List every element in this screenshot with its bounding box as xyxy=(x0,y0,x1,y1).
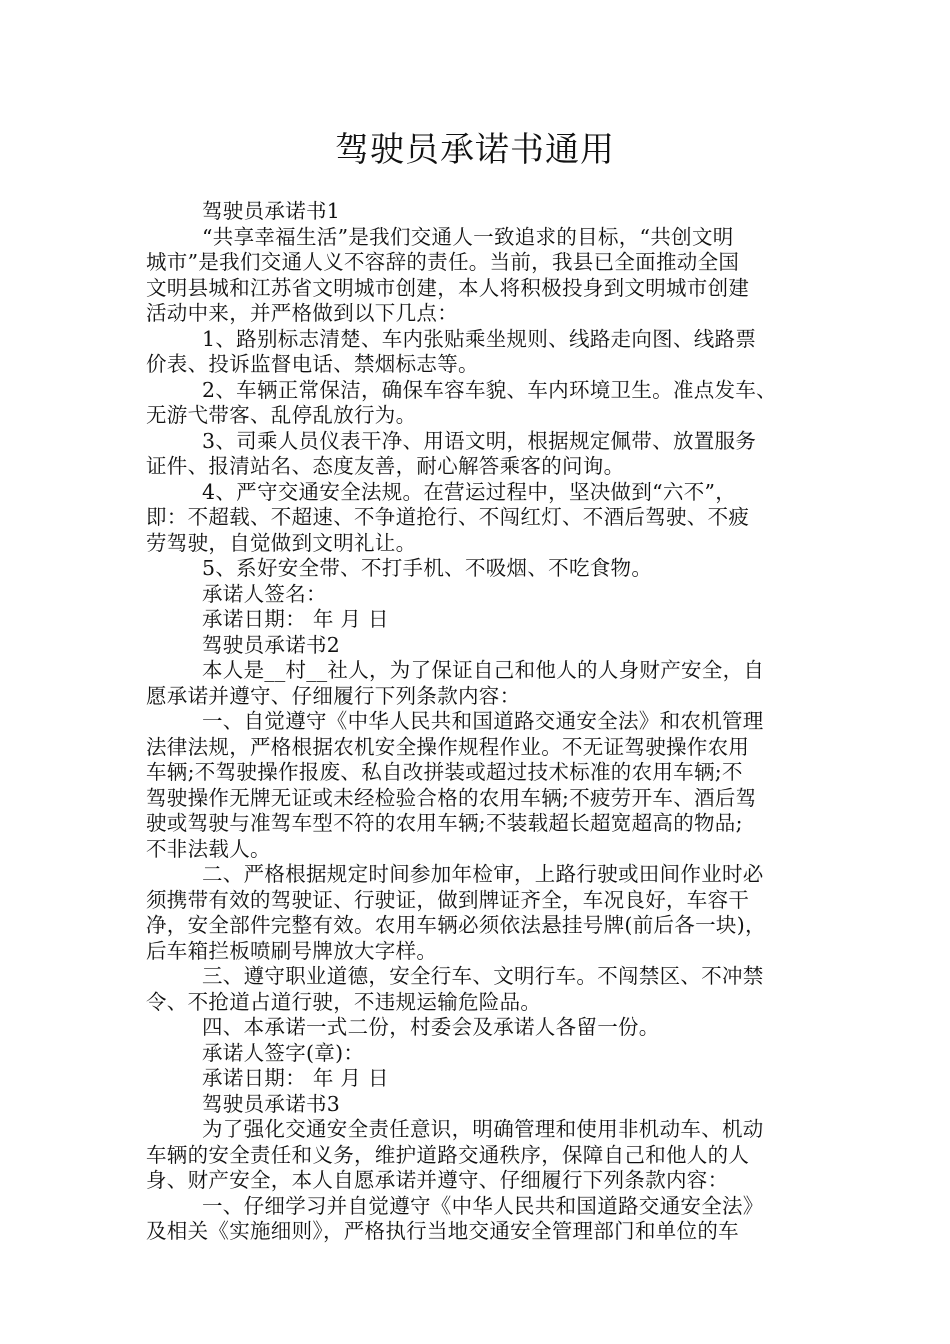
text-line: 承诺日期： 年 月 日 xyxy=(202,1066,389,1090)
text-line: 价表、投诉监督电话、禁烟标志等。 xyxy=(146,352,479,376)
text-line: 后车箱拦板喷刷号牌放大字样。 xyxy=(146,938,438,963)
text-line: “共享幸福生活”是我们交通人一致追求的目标，“共创文明 xyxy=(202,224,734,249)
text-line: 车辆的安全责任和义务，维护道路交通秩序，保障自己和他人的人 xyxy=(146,1142,750,1167)
text-line: 5、系好安全带、不打手机、不吸烟、不吃食物。 xyxy=(202,556,653,580)
text-line: 车辆;不驾驶操作报废、私自改拼装或超过技术标准的农用车辆;不 xyxy=(146,760,743,784)
text-line: 1、路别标志清楚、车内张贴乘坐规则、线路走向图、线路票 xyxy=(202,326,757,351)
text-line: 证件、报清站名、态度友善，耐心解答乘客的问询。 xyxy=(146,454,625,478)
text-line: 二、严格根据规定时间参加年检审，上路行驶或田间作业时必 xyxy=(202,862,764,886)
document-title: 驾驶员承诺书通用 xyxy=(335,130,615,170)
text-line: 驾驶操作无牌无证或未经检验合格的农用车辆;不疲劳开车、酒后驾 xyxy=(146,785,757,810)
text-line: 令、不抢道占道行驶，不违规运输危险品。 xyxy=(146,989,542,1014)
text-line: 4、严守交通安全法规。在营运过程中，坚决做到“六不”， xyxy=(202,479,737,504)
text-line: 三、遵守职业道德，安全行车、文明行车。不闯禁区、不冲禁 xyxy=(202,964,764,988)
text-line: 承诺人签名： xyxy=(202,581,327,606)
text-line: 2、车辆正常保洁，确保车容车貌、车内环境卫生。准点发车、 xyxy=(202,377,777,402)
text-line: 活动中来，并严格做到以下几点： xyxy=(146,301,458,325)
document-body xyxy=(146,199,816,1245)
text-line: 3、司乘人员仪表干净、用语文明，根据规定佩带、放置服务 xyxy=(202,428,757,453)
text-line: 即：不超载、不超速、不争道抢行、不闯红灯、不酒后驾驶、不疲 xyxy=(146,505,750,529)
text-line: 一、自觉遵守《中华人民共和国道路交通安全法》和农机管理 xyxy=(202,709,764,733)
text-line: 法律法规，严格根据农机安全操作规程作业。不无证驾驶操作农用 xyxy=(146,734,750,759)
text-line: 驾驶员承诺书3 xyxy=(202,1091,341,1116)
text-line: 无游弋带客、乱停乱放行为。 xyxy=(146,403,417,427)
text-line: 为了强化交通安全责任意识，明确管理和使用非机动车、机动 xyxy=(202,1117,764,1141)
text-line: 驾驶员承诺书2 xyxy=(202,632,341,657)
text-line: 不非法载人。 xyxy=(146,836,271,861)
text-line: 四、本承诺一式二份，村委会及承诺人各留一份。 xyxy=(202,1015,660,1039)
text-line: 劳驾驶，自觉做到文明礼让。 xyxy=(146,530,417,555)
text-line: 愿承诺并遵守、仔细履行下列条款内容： xyxy=(146,683,521,708)
text-line: 净，安全部件完整有效。农用车辆必须依法悬挂号牌(前后各一块)， xyxy=(146,913,766,937)
text-line: 承诺人签字(章)： xyxy=(202,1040,365,1065)
text-line: 承诺日期： 年 月 日 xyxy=(202,607,389,631)
text-line: 一、仔细学习并自觉遵守《中华人民共和国道路交通安全法》 xyxy=(202,1193,764,1218)
text-line: 须携带有效的驾驶证、行驶证，做到牌证齐全，车况良好，车容干 xyxy=(146,887,750,912)
text-line: 驾驶员承诺书1 xyxy=(202,199,341,223)
text-line: 城市”是我们交通人义不容辞的责任。当前，我县已全面推动全国 xyxy=(146,250,740,274)
text-line: 本人是__村__社人，为了保证自己和他人的人身财产安全，自 xyxy=(202,658,765,682)
text-line: 驶或驾驶与准驾车型不符的农用车辆;不装载超长超宽超高的物品; xyxy=(146,811,743,835)
text-line: 及相关《实施细则》，严格执行当地交通安全管理部门和单位的车 xyxy=(146,1219,739,1243)
text-line: 文明县城和江苏省文明城市创建，本人将积极投身到文明城市创建 xyxy=(146,275,750,300)
text-line: 身、财产安全，本人自愿承诺并遵守、仔细履行下列条款内容： xyxy=(146,1168,729,1192)
